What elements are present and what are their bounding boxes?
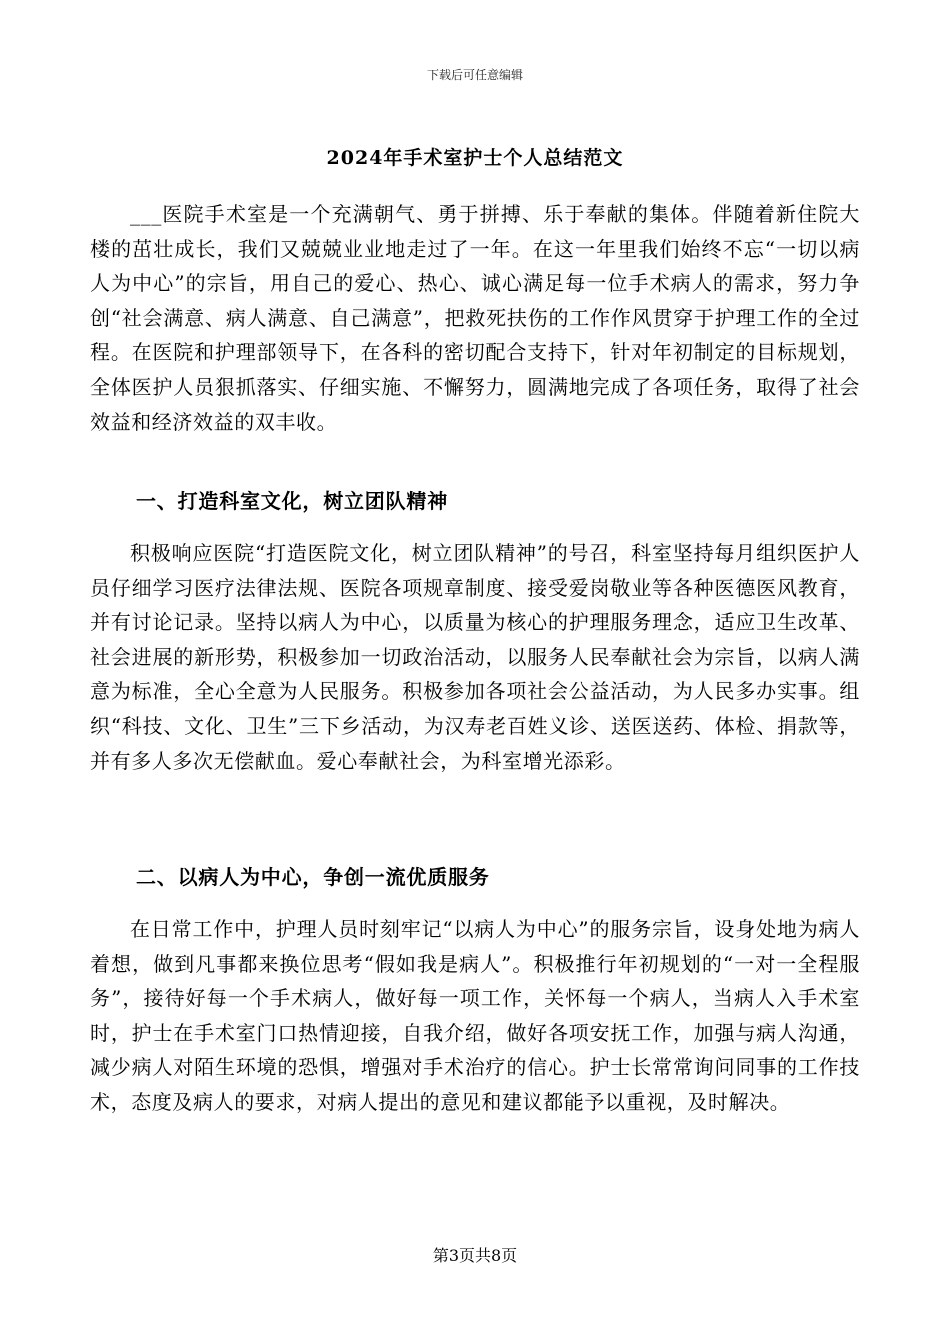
page-footer: 第3页共8页 bbox=[432, 1246, 518, 1265]
section-body-2: 在日常工作中，护理人员时刻牢记“以病人为中心”的服务宗旨，设身处地为病人着想，做到凡事都来换位思考“假如我是病人”。积极推行年初规划的“一对一全程服务”，接待好每一个手术病人，做好每一项工作，关怀每一个病人，当病人入手术室时，护士在手术室门口热情迎接，自我介绍，做好各项安抚工作，加强与病人沟通，减少病人对陌生环境的恐惧，增强对手术治疗的信心。护士长常常询问同事的工作技术，态度及病人的要求，对病人提出的意见和建议都能予以重视，及时解决。 bbox=[90, 917, 860, 1114]
document-title: 2024年手术室护士个人总结范文 bbox=[326, 147, 624, 169]
section-body-1: 积极响应医院“打造医院文化，树立团队精神”的号召，科室坚持每月组织医护人员仔细学习医疗法律法规、医院各项规章制度、接受爱岗敬业等各种医德医风教育，并有讨论记录。坚持以病人为中心，以质量为核心的护理服务理念，适应卫生改革、社会进展的新形势，积极参加一切政治活动，以服务人民奉献社会为宗旨，以病人满意为标准，全心全意为人民服务。积极参加各项社会公益活动，为人民多办实事。组织“科技、文化、卫生”三下乡活动，为汉寿老百姓义诊、送医送药、体检、捐款等，并有多人多次无偿献血。爱心奉献社会，为科室增光添彩。 bbox=[90, 541, 860, 773]
section-heading-2: 二、以病人为中心，争创一流优质服务 bbox=[136, 865, 490, 889]
header-note: 下载后可任意编辑 bbox=[426, 68, 523, 82]
intro-paragraph: ___医院手术室是一个充满朝气、勇于拼搏、乐于奉献的集体。伴随着新住院大楼的茁壮成长，我们又兢兢业业地走过了一年。在这一年里我们始终不忘“一切以病人为中心”的宗旨，用自己的爱心、热心、诚心满足每一位手术病人的需求，努力争创“社会满意、病人满意、自己满意”，把救死扶伤的工作作风贯穿于护理工作的全过程。在医院和护理部领导下，在各科的密切配合支持下，针对年初制定的目标规划，全体医护人员狠抓落实、仔细实施、不懈努力，圆满地完成了各项任务，取得了社会效益和经济效益的双丰收。 bbox=[90, 202, 860, 434]
section-heading-1: 一、打造科室文化，树立团队精神 bbox=[136, 489, 448, 513]
